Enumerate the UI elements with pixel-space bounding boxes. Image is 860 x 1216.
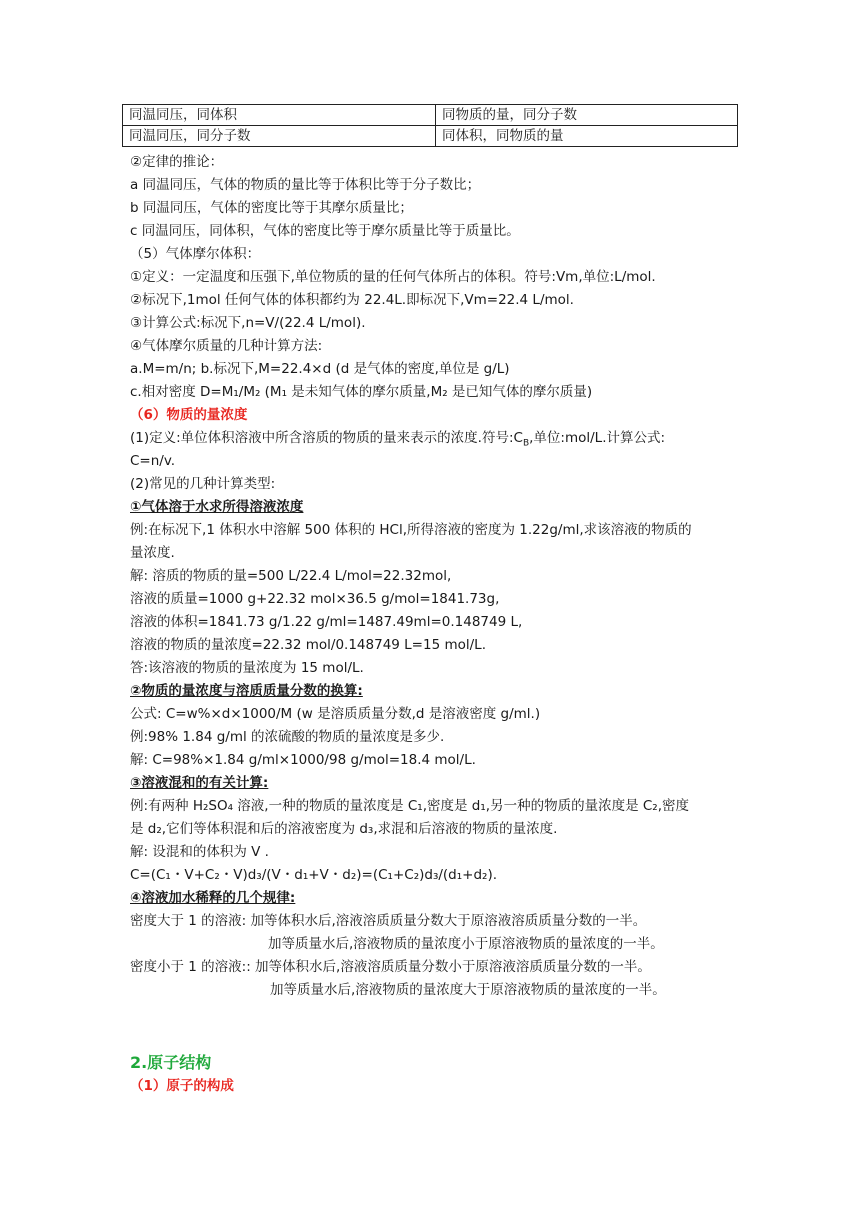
example2: 例:98% 1.84 g/ml 的浓硫酸的物质的量浓度是多少. — [130, 729, 445, 745]
concentration-formula: C=n/v. — [130, 453, 176, 469]
table-cell: 同物质的量，同分子数 — [436, 105, 738, 126]
solution2: 解: C=98%×1.84 g/ml×1000/98 g/mol=18.4 mol/L. — [130, 752, 476, 768]
atom-structure-heading: 2.原子结构 — [130, 1053, 212, 1072]
rule2: 加等质量水后,溶液物质的量浓度小于原溶液物质的量浓度的一半。 — [268, 936, 664, 952]
table-cell: 同温同压，同分子数 — [123, 126, 436, 147]
type2-heading: ②物质的量浓度与溶质质量分数的换算: — [130, 683, 363, 699]
type4-heading: ④溶液加水稀释的几个规律: — [130, 890, 296, 906]
solution1-line1: 解: 溶质的物质的量=500 L/22.4 L/mol=22.32mol, — [130, 568, 452, 584]
example3-line2: 是 d₂,它们等体积混和后的溶液密度为 d₃,求混和后溶液的物质的量浓度. — [130, 821, 558, 837]
table-row — [123, 126, 738, 147]
rule3: 密度小于 1 的溶液:: 加等体积水后,溶液溶质质量分数小于原溶液溶质质量分数的一半。 — [130, 959, 651, 975]
concentration-definition — [130, 427, 665, 455]
definition-text: (1)定义:单位体积溶液中所含溶质的物质的量来表示的浓度.符号:C — [130, 430, 523, 446]
inference-a: a 同温同压，气体的物质的量比等于体积比等于分子数比； — [130, 177, 481, 193]
solution3-line2: C=(C₁・V+C₂・V)d₃/(V・d₁+V・d₂)=(C₁+C₂)d₃/(d₁+d₂). — [130, 867, 497, 883]
solution3-line1: 解: 设混和的体积为 V . — [130, 844, 269, 860]
molar-volume-heading: （5）气体摩尔体积： — [130, 246, 261, 262]
inference-b: b 同温同压，气体的密度比等于其摩尔质量比； — [130, 200, 413, 216]
table-cell: 同温同压，同体积 — [123, 105, 436, 126]
example1-line2: 量浓度. — [130, 545, 175, 561]
molar-mass-method-c: c.相对密度 D=M₁/M₂ (M₁ 是未知气体的摩尔质量,M₂ 是已知气体的摩尔质量) — [130, 384, 593, 400]
type2-formula: 公式: C=w%×d×1000/M (w 是溶质质量分数,d 是溶液密度 g/ml.) — [130, 706, 541, 722]
table-row — [123, 105, 738, 126]
concentration-heading: （6）物质的量浓度 — [130, 407, 248, 423]
molar-volume-definition: ①定义：一定温度和压强下,单位物质的量的任何气体所占的体积。符号:Vm,单位:L/mol. — [130, 269, 656, 285]
calc-types: (2)常见的几种计算类型: — [130, 476, 276, 492]
rule4: 加等质量水后,溶液物质的量浓度大于原溶液物质的量浓度的一半。 — [270, 982, 666, 998]
molar-mass-methods: ④气体摩尔质量的几种计算方法: — [130, 338, 323, 354]
atom-composition-heading: （1）原子的构成 — [130, 1078, 234, 1094]
law-inference-heading: ②定律的推论： — [130, 154, 224, 170]
solution1-line2: 溶液的质量=1000 g+22.32 mol×36.5 g/mol=1841.73g, — [130, 591, 500, 607]
rule1: 密度大于 1 的溶液: 加等体积水后,溶液溶质质量分数大于原溶液溶质质量分数的一半。 — [130, 913, 647, 929]
example3-line1: 例:有两种 H₂SO₄ 溶液,一种的物质的量浓度是 C₁,密度是 d₁,另一种的物质的量浓度是 C₂,密度 — [130, 798, 689, 814]
comparison-table — [122, 104, 738, 147]
example1-line1: 例:在标况下,1 体积水中溶解 500 体积的 HCl,所得溶液的密度为 1.22g/ml,求该溶液的物质的 — [130, 522, 692, 538]
solution1-line4: 溶液的物质的量浓度=22.32 mol/0.148749 L=15 mol/L. — [130, 637, 486, 653]
definition-tail: ,单位:mol/L.计算公式: — [529, 430, 666, 446]
inference-c: c 同温同压，同体积，气体的密度比等于摩尔质量比等于质量比。 — [130, 223, 520, 239]
subscript-b: B — [522, 438, 530, 449]
molar-volume-stp: ②标况下,1mol 任何气体的体积都约为 22.4L.即标况下,Vm=22.4 L/mol. — [130, 292, 574, 308]
solution1-line3: 溶液的体积=1841.73 g/1.22 g/ml=1487.49ml=0.148749 L, — [130, 614, 523, 630]
answer1: 答:该溶液的物质的量浓度为 15 mol/L. — [130, 660, 364, 676]
type3-heading: ③溶液混和的有关计算: — [130, 775, 269, 791]
molar-mass-method-ab: a.M=m/n; b.标况下,M=22.4×d (d 是气体的密度,单位是 g/L) — [130, 361, 510, 377]
type1-heading: ①气体溶于水求所得溶液浓度 — [130, 499, 304, 515]
table-cell: 同体积，同物质的量 — [436, 126, 738, 147]
molar-volume-formula: ③计算公式:标况下,n=V/(22.4 L/mol). — [130, 315, 366, 331]
